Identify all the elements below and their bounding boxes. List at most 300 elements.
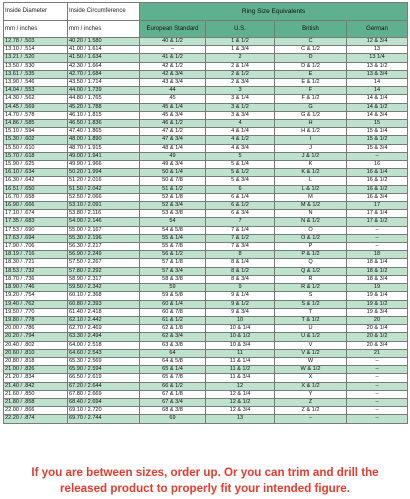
cell-european: 66 & 1/2	[140, 382, 206, 390]
cell-inside-diameter: 13.10 / .514	[4, 46, 68, 54]
cell-inside-circumference: 60.80 / 2.393	[68, 300, 140, 308]
cell-german: 16 & 1/2	[347, 185, 408, 193]
cell-inside-diameter: 19.40 / .762	[4, 300, 68, 308]
cell-german: 19	[347, 284, 408, 292]
cell-inside-diameter: 18.90 / .746	[4, 284, 68, 292]
cell-inside-diameter: 20.60 / .810	[4, 349, 68, 357]
cell-inside-diameter: 14.86 / .585	[4, 120, 68, 128]
table-row	[4, 111, 408, 119]
table-row	[4, 407, 408, 415]
table-row	[4, 177, 408, 185]
cell-inside-diameter: 13.50 / .530	[4, 62, 68, 70]
table-row	[4, 62, 408, 70]
cell-british: E & 1/2	[275, 79, 347, 87]
cell-inside-circumference: 63.30 / 2.494	[68, 333, 140, 341]
cell-european: 62 & 1/8	[140, 325, 206, 333]
cell-us: 11	[206, 349, 275, 357]
cell-inside-diameter: 13.90 / .546	[4, 79, 68, 87]
cell-inside-circumference: 69.70 / 2.744	[68, 415, 140, 423]
cell-british: L	[275, 177, 347, 185]
cell-german: 15 & 1/2	[347, 136, 408, 144]
table-row	[4, 193, 408, 201]
cell-inside-diameter: 20.40 / .802	[4, 341, 68, 349]
table-row	[4, 234, 408, 242]
cell-german: 21	[347, 349, 408, 357]
cell-european: 64 & 5/8	[140, 357, 206, 365]
cell-german: 17	[347, 202, 408, 210]
table-row	[4, 275, 408, 283]
cell-british: V	[275, 341, 347, 349]
cell-british: N	[275, 210, 347, 218]
cell-us: 10 & 3/4	[206, 341, 275, 349]
cell-us: 8 & 1/4	[206, 259, 275, 267]
table-row	[4, 325, 408, 333]
cell-inside-diameter: 22.20 / .874	[4, 415, 68, 423]
cell-british: F	[275, 87, 347, 95]
cell-inside-circumference: 53.10 / 2.091	[68, 202, 140, 210]
table-row	[4, 366, 408, 374]
cell-inside-circumference: 68.40 / 2.694	[68, 398, 140, 406]
table-row	[4, 243, 408, 251]
cell-european: 52 & 1/8	[140, 193, 206, 201]
cell-british: N & 1/2	[275, 218, 347, 226]
cell-german: 15	[347, 120, 408, 128]
table-row	[4, 185, 408, 193]
cell-us: 9 & 3/4	[206, 308, 275, 316]
cell-german: 19 & 1/2	[347, 300, 408, 308]
cell-european: 50 & 1/4	[140, 169, 206, 177]
cell-us: 6 & 1/4	[206, 193, 275, 201]
table-row	[4, 202, 408, 210]
cell-inside-circumference: 40.20 / 1.580	[68, 38, 140, 46]
cell-inside-circumference: 50.20 / 1.994	[68, 169, 140, 177]
cell-inside-circumference: 46.10 / 1.815	[68, 111, 140, 119]
cell-european: 40 & 1/2	[140, 38, 206, 46]
cell-european: 57 & 1/8	[140, 259, 206, 267]
cell-british: K	[275, 161, 347, 169]
cell-inside-circumference: 62.10 / 2.442	[68, 316, 140, 324]
cell-us: 12 & 1/2	[206, 398, 275, 406]
cell-british: D & 1/2	[275, 62, 347, 70]
cell-european: 67 & 1/8	[140, 390, 206, 398]
cell-german: 14 & 3/4	[347, 111, 408, 119]
cell-us: 12 & 1/4	[206, 390, 275, 398]
cell-us: 12 & 3/4	[206, 407, 275, 415]
cell-inside-circumference: 56.90 / 2.249	[68, 251, 140, 259]
cell-british: M & 1/2	[275, 202, 347, 210]
table-row	[4, 349, 408, 357]
cell-british: U & 1/2	[275, 333, 347, 341]
cell-inside-circumference: 55.30 / 2.196	[68, 234, 140, 242]
cell-inside-circumference: 60.10 / 2.368	[68, 292, 140, 300]
cell-inside-diameter: 20.00 / .786	[4, 325, 68, 333]
cell-us: 10	[206, 316, 275, 324]
cell-european: 45	[140, 95, 206, 103]
cell-inside-circumference: 56.30 / 2.217	[68, 243, 140, 251]
cell-us: 7	[206, 218, 275, 226]
cell-inside-diameter: 14.30 / .562	[4, 95, 68, 103]
cell-german: –	[347, 357, 408, 365]
cell-inside-diameter: 20.80 / .818	[4, 357, 68, 365]
cell-british: W & 1/2	[275, 366, 347, 374]
cell-european: 48 & 1/4	[140, 144, 206, 152]
cell-british: K & 1/2	[275, 169, 347, 177]
table-row	[4, 284, 408, 292]
cell-us: 7 & 1/4	[206, 226, 275, 234]
cell-german: –	[347, 234, 408, 242]
cell-inside-diameter: 18.30 / .721	[4, 259, 68, 267]
cell-german: 18 & 1/2	[347, 267, 408, 275]
cell-us: 1 & 3/4	[206, 46, 275, 54]
cell-inside-diameter: 17.53 / .690	[4, 226, 68, 234]
ring-size-chart	[3, 2, 407, 424]
cell-british: –	[275, 415, 347, 423]
cell-inside-diameter: 21.20 / .834	[4, 374, 68, 382]
table-row	[4, 398, 408, 406]
cell-european: 45 & 1/4	[140, 103, 206, 111]
cell-us: 8 & 1/2	[206, 267, 275, 275]
ring-size-table	[3, 2, 408, 424]
table-row	[4, 79, 408, 87]
table-row	[4, 341, 408, 349]
cell-european: 60 & 1/4	[140, 300, 206, 308]
cell-inside-diameter: 21.60 / .850	[4, 390, 68, 398]
cell-european: 49	[140, 152, 206, 160]
header-inside-circumference: Inside Circumference	[68, 3, 140, 21]
table-row	[4, 103, 408, 111]
cell-us: 9	[206, 284, 275, 292]
cell-german: –	[347, 366, 408, 374]
cell-german: 14	[347, 79, 408, 87]
cell-us: 9 & 1/4	[206, 292, 275, 300]
cell-inside-circumference: 42.70 / 1.684	[68, 70, 140, 78]
table-row	[4, 152, 408, 160]
table-row	[4, 218, 408, 226]
cell-german: 15 & 1/4	[347, 128, 408, 136]
cell-inside-diameter: 15.50 / .610	[4, 144, 68, 152]
subheader-european: European Standard	[140, 21, 206, 38]
cell-european: 50 & 7/8	[140, 177, 206, 185]
table-row	[4, 95, 408, 103]
cell-german: 18 & 3/4	[347, 275, 408, 283]
cell-inside-circumference: 48.00 / 1.890	[68, 136, 140, 144]
cell-british: Q & 1/2	[275, 267, 347, 275]
cell-european: 64	[140, 349, 206, 357]
cell-inside-diameter: 16.51 / .650	[4, 185, 68, 193]
cell-us: 12	[206, 382, 275, 390]
cell-german: 20 & 1/4	[347, 325, 408, 333]
cell-inside-diameter: 14.04 / .553	[4, 87, 68, 95]
cell-inside-circumference: 67.80 / 2.669	[68, 390, 140, 398]
table-row	[4, 390, 408, 398]
cell-inside-circumference: 54.00 / 2.146	[68, 218, 140, 226]
table-header	[4, 3, 408, 38]
cell-inside-diameter: 14.70 / .578	[4, 111, 68, 119]
cell-us: 6	[206, 185, 275, 193]
cell-british: U	[275, 325, 347, 333]
cell-inside-circumference: 51.50 / 2.042	[68, 185, 140, 193]
cell-german: 16 & 3/4	[347, 193, 408, 201]
cell-british: T & 1/2	[275, 316, 347, 324]
cell-us: 3 & 1/2	[206, 103, 275, 111]
subheader-diameter-units: mm / inches	[4, 21, 68, 38]
cell-us: 5 & 1/2	[206, 169, 275, 177]
cell-inside-circumference: 65.90 / 2.594	[68, 366, 140, 374]
table-row	[4, 316, 408, 324]
cell-german: 15 & 3/4	[347, 144, 408, 152]
cell-german: 18 & 1/4	[347, 259, 408, 267]
cell-european: 65 & 1/4	[140, 366, 206, 374]
cell-british: H	[275, 120, 347, 128]
cell-us: 4	[206, 120, 275, 128]
table-row	[4, 54, 408, 62]
cell-german: 16	[347, 161, 408, 169]
cell-us: 5 & 1/4	[206, 161, 275, 169]
cell-inside-diameter: 17.90 / .706	[4, 243, 68, 251]
cell-inside-circumference: 44.00 / 1.739	[68, 87, 140, 95]
table-row	[4, 374, 408, 382]
cell-european: 51 & 1/2	[140, 185, 206, 193]
cell-us: 13	[206, 415, 275, 423]
cell-british: O & 1/2	[275, 234, 347, 242]
cell-inside-circumference: 58.90 / 2.317	[68, 275, 140, 283]
table-row	[4, 357, 408, 365]
cell-us: 2	[206, 54, 275, 62]
cell-inside-circumference: 49.90 / 1.966	[68, 161, 140, 169]
cell-german: –	[347, 407, 408, 415]
cell-inside-circumference: 61.40 / 2.418	[68, 308, 140, 316]
cell-inside-diameter: 17.63 / .694	[4, 234, 68, 242]
subheader-us: U.S.	[206, 21, 275, 38]
cell-inside-diameter: 19.80 / .778	[4, 316, 68, 324]
cell-us: 7 & 3/4	[206, 243, 275, 251]
cell-european: 54	[140, 218, 206, 226]
cell-european: 47 & 1/2	[140, 128, 206, 136]
table-row	[4, 136, 408, 144]
cell-european: 44	[140, 87, 206, 95]
cell-german: 20 & 1/2	[347, 333, 408, 341]
cell-inside-diameter: 15.10 / .594	[4, 128, 68, 136]
cell-european: 47 & 3/4	[140, 136, 206, 144]
cell-us: 3	[206, 87, 275, 95]
cell-us: 10 & 1/4	[206, 325, 275, 333]
cell-british: G & 1/2	[275, 111, 347, 119]
cell-us: 2 & 1/2	[206, 70, 275, 78]
cell-inside-circumference: 64.60 / 2.543	[68, 349, 140, 357]
cell-inside-circumference: 55.00 / 2.167	[68, 226, 140, 234]
cell-inside-circumference: 52.50 / 2.066	[68, 193, 140, 201]
sizing-note	[0, 465, 410, 497]
header-ring-size-equivalents: Ring Size Equivalents	[140, 3, 408, 21]
cell-inside-circumference: 41.50 / 1.634	[68, 54, 140, 62]
cell-inside-diameter: 21.00 / .826	[4, 366, 68, 374]
cell-inside-circumference: 62.70 / 2.469	[68, 325, 140, 333]
cell-inside-diameter: 16.90 / .666	[4, 202, 68, 210]
cell-inside-diameter: 15.90 / .625	[4, 161, 68, 169]
cell-us: 9 & 1/2	[206, 300, 275, 308]
cell-german: 20 & 3/4	[347, 341, 408, 349]
cell-inside-diameter: 12.78 / .503	[4, 38, 68, 46]
cell-inside-circumference: 42.30 / 1.664	[68, 62, 140, 70]
cell-british: S	[275, 292, 347, 300]
cell-inside-circumference: 57.50 / 2.267	[68, 259, 140, 267]
table-row	[4, 169, 408, 177]
cell-european: 52 & 3/4	[140, 202, 206, 210]
cell-inside-circumference: 41.00 / 1.614	[68, 46, 140, 54]
cell-inside-diameter: 16.30 / .642	[4, 177, 68, 185]
cell-british: J	[275, 144, 347, 152]
cell-us: 3 & 1/4	[206, 95, 275, 103]
cell-european: 41 & 1/2	[140, 54, 206, 62]
cell-british: P & 1/2	[275, 251, 347, 259]
cell-inside-diameter: 21.40 / .842	[4, 382, 68, 390]
cell-inside-diameter: 18.53 / .732	[4, 267, 68, 275]
cell-inside-diameter: 19.50 / .770	[4, 308, 68, 316]
cell-inside-circumference: 57.80 / 2.292	[68, 267, 140, 275]
cell-european: 49 & 3/4	[140, 161, 206, 169]
cell-european: 55 & 7/8	[140, 243, 206, 251]
table-row	[4, 308, 408, 316]
table-row	[4, 226, 408, 234]
cell-german: –	[347, 226, 408, 234]
cell-european: 68 & 3/8	[140, 407, 206, 415]
table-row	[4, 300, 408, 308]
sizing-note-line-1: If you are between sizes, order up. Or you can trim and drill the	[31, 466, 379, 479]
cell-inside-diameter: 16.10 / .634	[4, 169, 68, 177]
cell-inside-circumference: 65.30 / 2.569	[68, 357, 140, 365]
cell-german: –	[347, 374, 408, 382]
cell-european: –	[140, 46, 206, 54]
cell-german: 13 & 3/4	[347, 70, 408, 78]
cell-german: 20	[347, 316, 408, 324]
cell-german: –	[347, 415, 408, 423]
table-row	[4, 333, 408, 341]
cell-us: 4 & 1/2	[206, 136, 275, 144]
cell-european: 60 & 7/8	[140, 308, 206, 316]
cell-german: 14 & 1/4	[347, 95, 408, 103]
cell-german: 19 & 1/4	[347, 292, 408, 300]
cell-european: 54 & 5/8	[140, 226, 206, 234]
cell-us: 7 & 1/2	[206, 234, 275, 242]
cell-german: 13 & 1/2	[347, 62, 408, 70]
cell-german: 13	[347, 46, 408, 54]
cell-german: 14	[347, 87, 408, 95]
cell-inside-circumference: 53.80 / 2.116	[68, 210, 140, 218]
cell-inside-diameter: 20.20 / .794	[4, 333, 68, 341]
cell-us: 11 & 3/4	[206, 374, 275, 382]
cell-inside-circumference: 51.20 / 2.016	[68, 177, 140, 185]
cell-inside-diameter: 21.80 / .858	[4, 398, 68, 406]
table-body	[4, 38, 408, 424]
cell-british: Z & 1/2	[275, 407, 347, 415]
cell-european: 43 & 3/4	[140, 79, 206, 87]
cell-german: 12 & 3/4	[347, 38, 408, 46]
cell-german: –	[347, 243, 408, 251]
cell-british: R	[275, 275, 347, 283]
cell-european: 42 & 3/4	[140, 70, 206, 78]
table-row	[4, 144, 408, 152]
cell-german: 19 & 3/4	[347, 308, 408, 316]
cell-inside-circumference: 47.40 / 1.865	[68, 128, 140, 136]
cell-british: W	[275, 357, 347, 365]
cell-british: I	[275, 136, 347, 144]
cell-british: G	[275, 103, 347, 111]
cell-british: E	[275, 70, 347, 78]
cell-european: 62 & 3/4	[140, 333, 206, 341]
cell-inside-circumference: 44.80 / 1.765	[68, 95, 140, 103]
cell-inside-diameter: 17.10 / .674	[4, 210, 68, 218]
cell-british: D	[275, 54, 347, 62]
cell-inside-circumference: 59.50 / 2.342	[68, 284, 140, 292]
cell-us: 1 & 1/2	[206, 38, 275, 46]
cell-inside-circumference: 66.50 / 2.619	[68, 374, 140, 382]
cell-us: 4 & 3/4	[206, 144, 275, 152]
cell-european: 53 & 3/8	[140, 210, 206, 218]
cell-european: 57 & 3/4	[140, 267, 206, 275]
cell-us: 5 & 3/4	[206, 177, 275, 185]
cell-inside-diameter: 13.61 / .535	[4, 70, 68, 78]
cell-european: 65 & 7/8	[140, 374, 206, 382]
cell-us: 6 & 1/2	[206, 202, 275, 210]
cell-british: O	[275, 226, 347, 234]
table-row	[4, 161, 408, 169]
cell-british: H & 1/2	[275, 128, 347, 136]
cell-british: Q	[275, 259, 347, 267]
table-row	[4, 267, 408, 275]
cell-inside-diameter: 15.70 / .618	[4, 152, 68, 160]
table-row	[4, 46, 408, 54]
cell-british: J & 1/2	[275, 152, 347, 160]
cell-british: Z	[275, 398, 347, 406]
cell-british: C & 1/2	[275, 46, 347, 54]
cell-inside-diameter: 17.35 / .683	[4, 218, 68, 226]
subheader-british: British	[275, 21, 347, 38]
table-row	[4, 251, 408, 259]
cell-inside-diameter: 16.70 / .658	[4, 193, 68, 201]
cell-german: 17 & 1/4	[347, 210, 408, 218]
cell-european: 69	[140, 415, 206, 423]
cell-us: 4 & 1/4	[206, 128, 275, 136]
table-row	[4, 120, 408, 128]
cell-german: 16 & 1/2	[347, 177, 408, 185]
cell-german: 16 & 1/4	[347, 169, 408, 177]
cell-british: F & 1/2	[275, 95, 347, 103]
cell-british: P	[275, 243, 347, 251]
cell-inside-diameter: 13.21 / .520	[4, 54, 68, 62]
table-row	[4, 70, 408, 78]
cell-us: 6 & 3/4	[206, 210, 275, 218]
table-row	[4, 382, 408, 390]
cell-european: 61 & 1/2	[140, 316, 206, 324]
table-row	[4, 87, 408, 95]
cell-inside-diameter: 19.20 / .754	[4, 292, 68, 300]
cell-inside-circumference: 45.20 / 1.788	[68, 103, 140, 111]
cell-inside-diameter: 18.70 / .736	[4, 275, 68, 283]
cell-inside-circumference: 49.00 / 1.941	[68, 152, 140, 160]
cell-european: 59	[140, 284, 206, 292]
table-row	[4, 292, 408, 300]
cell-german: –	[347, 390, 408, 398]
cell-european: 56 & 1/2	[140, 251, 206, 259]
cell-european: 59 & 5/8	[140, 292, 206, 300]
cell-inside-diameter: 14.45 / .569	[4, 103, 68, 111]
cell-british: T	[275, 308, 347, 316]
cell-inside-circumference: 67.20 / 2.644	[68, 382, 140, 390]
cell-european: 45 & 3/4	[140, 111, 206, 119]
cell-british: L & 1/2	[275, 185, 347, 193]
cell-us: 8	[206, 251, 275, 259]
cell-european: 63 & 3/8	[140, 341, 206, 349]
